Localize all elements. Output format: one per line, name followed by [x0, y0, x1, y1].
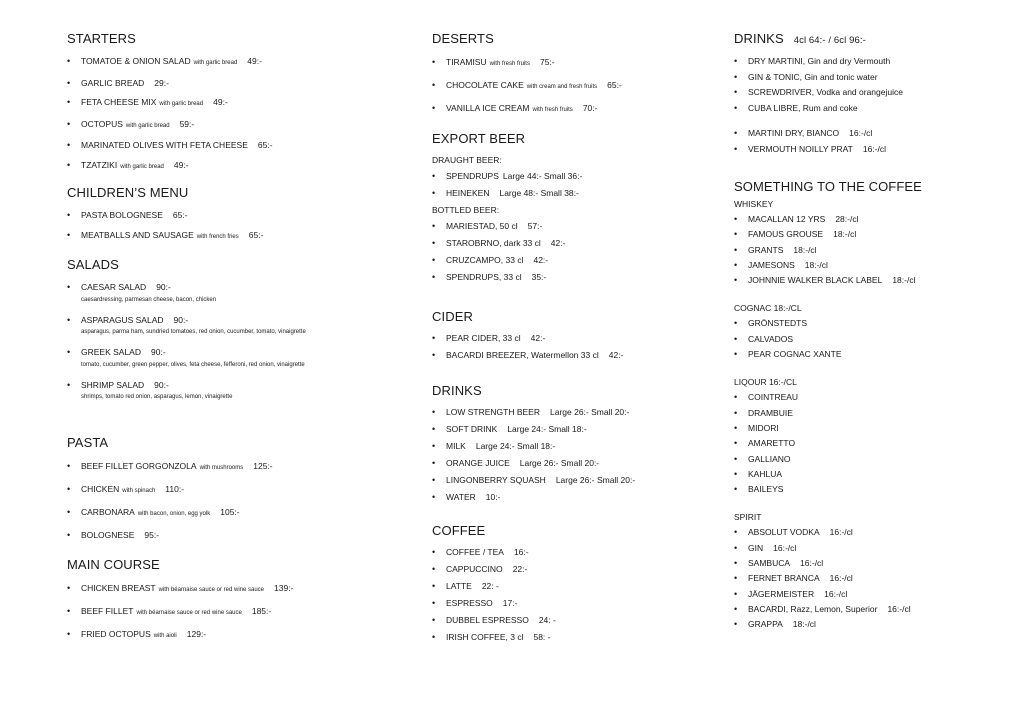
- item-list: [432, 218, 712, 286]
- menu-item: • ESPRESSO 17:-: [432, 595, 712, 612]
- item-list: [734, 390, 1014, 497]
- section-title: STARTERS: [67, 31, 136, 46]
- menu-item: • CALVADOS: [734, 332, 1014, 347]
- menu-item: • GRAPPA 18:-/cl: [734, 617, 1014, 632]
- menu-item: • CUBA LIBRE, Rum and coke: [734, 101, 1014, 117]
- menu-item: • BAILEYS: [734, 482, 1014, 497]
- menu-item: • SAMBUCA 16:-/cl: [734, 556, 1014, 571]
- menu-item: • STAROBRNO, dark 33 cl 42:-: [432, 235, 712, 252]
- item-description: tomato, cucumber, green pepper, olives, feta cheese, fefferoni, red onion, vinaigrette: [81, 361, 305, 368]
- menu-column-right: [734, 30, 1014, 633]
- item-list: [734, 126, 1014, 157]
- item-description: caesardressing, parmesan cheese, bacon, chicken: [81, 296, 217, 303]
- group-label: SPIRIT: [734, 512, 762, 523]
- menu-item: • BACARDI BREEZER, Watermellon 33 cl 42:-: [432, 347, 712, 364]
- section-cocktails: [734, 30, 1014, 178]
- section-title: CHILDREN’S MENU: [67, 185, 189, 200]
- menu-item: • MARIESTAD, 50 cl 57:-: [432, 218, 712, 235]
- menu-item: • GARLIC BREAD 29:-: [67, 74, 407, 94]
- menu-item: • ABSOLUT VODKA 16:-/cl: [734, 525, 1014, 540]
- group-label: BOTTLED BEER:: [432, 205, 500, 215]
- item-list: [734, 316, 1014, 362]
- section-childrens-menu: [67, 184, 407, 256]
- menu-item: • COINTREAU: [734, 390, 1014, 405]
- menu-item: • IRISH COFFEE, 3 cl 58: -: [432, 629, 712, 646]
- menu-item: • SPENDRUPS, 33 cl 35:-: [432, 269, 712, 286]
- menu-item: • PEAR COGNAC XANTE: [734, 347, 1014, 362]
- menu-item: • GRÖNSTEDTS: [734, 316, 1014, 331]
- section-export-beer: [432, 130, 712, 308]
- item-list: [67, 578, 407, 647]
- menu-item: • VERMOUTH NOILLY PRAT 16:-/cl: [734, 142, 1014, 158]
- menu-item: • FRIED OCTOPUS with aioli 129:-: [67, 624, 407, 647]
- menu-item: • GIN 16:-/cl: [734, 541, 1014, 556]
- section-title: SALADS: [67, 257, 119, 272]
- item-list: [67, 456, 407, 546]
- menu-column-left: [67, 30, 407, 647]
- section-title: MAIN COURSE: [67, 557, 160, 572]
- section-coffee: [432, 522, 712, 646]
- menu-item: • TOMATOE & ONION SALAD with garlic bread 49:-: [67, 52, 407, 74]
- menu-column-middle: [432, 30, 712, 646]
- item-list: [67, 52, 407, 177]
- menu-item: • SCREWDRIVER, Vodka and orangejuice: [734, 85, 1014, 101]
- item-list: [67, 206, 407, 247]
- group-label: WHISKEY: [734, 199, 774, 209]
- menu-item: • WATER 10:-: [432, 489, 712, 506]
- menu-item: • BEEF FILLET with béarnaise sauce or red wine sauce 185:-: [67, 601, 407, 624]
- menu-item: • LATTE 22: -: [432, 578, 712, 595]
- item-list: [734, 212, 1014, 288]
- menu-item: • GRANTS 18:-/cl: [734, 243, 1014, 258]
- item-description: shrimps, tomato red onion, asparagus, lemon, vinaigrette: [81, 394, 233, 400]
- section-title: DRINKS: [432, 383, 482, 398]
- item-list: [734, 54, 1014, 116]
- item-list: [432, 52, 712, 121]
- menu-item: • MACALLAN 12 YRS 28:-/cl: [734, 212, 1014, 227]
- section-title: PASTA: [67, 435, 109, 450]
- item-list: [432, 404, 712, 506]
- item-list: [432, 330, 712, 364]
- menu-item: • LINGONBERRY SQUASH Large 26:- Small 20:-: [432, 472, 712, 489]
- menu-item: • ORANGE JUICE Large 26:- Small 20:-: [432, 455, 712, 472]
- menu-item: • CHICKEN BREAST with béarnaise sauce or red wine sauce 139:-: [67, 578, 407, 601]
- menu-item: • JÄGERMEISTER 16:-/cl: [734, 587, 1014, 602]
- section-title: CIDER: [432, 309, 473, 324]
- menu-item: • GIN & TONIC, Gin and tonic water: [734, 70, 1014, 86]
- menu-item: • CHOCOLATE CAKE with cream and fresh fruits 65:-: [432, 75, 712, 98]
- section-main-course: [67, 556, 407, 647]
- section-title: COFFEE: [432, 523, 486, 538]
- section-price-note: 4cl 64:- / 6cl 96:-: [793, 35, 866, 46]
- section-title: EXPORT BEER: [432, 131, 526, 146]
- menu-item: • DUBBEL ESPRESSO 24: -: [432, 612, 712, 629]
- menu-item: • ASPARAGUS SALAD 90:- asparagus, parma ham, sundried tomatoes, red onion, cucumber, tomato, vinaigrette: [67, 311, 407, 344]
- group-label: DRAUGHT BEER:: [432, 155, 502, 165]
- menu-item: • DRY MARTINI, Gin and dry Vermouth: [734, 54, 1014, 70]
- menu-item: • BACARDI, Razz, Lemon, Superior 16:-/cl: [734, 602, 1014, 617]
- menu-item: • MARINATED OLIVES WITH FETA CHEESE 65:-: [67, 136, 407, 156]
- section-salads: [67, 256, 407, 434]
- item-list: [432, 544, 712, 646]
- menu-item: • MILK Large 24:- Small 18:-: [432, 438, 712, 455]
- item-description: asparagus, parma ham, sundried tomatoes, red onion, cucumber, tomato, vinaigrette: [81, 329, 306, 335]
- menu-item: • OCTOPUS with garlic bread 59:-: [67, 115, 407, 137]
- group-label: COGNAC 18:-/CL: [734, 303, 802, 314]
- menu-item: • MEATBALLS AND SAUSAGE with french fries 65:-: [67, 226, 407, 248]
- menu-item: • JAMESONS 18:-/cl: [734, 258, 1014, 273]
- section-title: SOMETHING TO THE COFFEE: [734, 179, 922, 194]
- menu-item: • JOHNNIE WALKER BLACK LABEL 18:-/cl: [734, 273, 1014, 288]
- menu-item: • BEEF FILLET GORGONZOLA with mushrooms 125:-: [67, 456, 407, 479]
- item-list: [67, 278, 407, 408]
- menu-item: • GREEK SALAD 90:- tomato, cucumber, green pepper, olives, feta cheese, fefferoni, red onion, vinaigrette: [67, 343, 407, 376]
- menu-item: • MARTINI DRY, BIANCO 16:-/cl: [734, 126, 1014, 142]
- menu-item: • HEINEKEN Large 48:- Small 38:-: [432, 185, 712, 202]
- item-list: [734, 525, 1014, 632]
- menu-item: • SPENDRUPS Large 44:- Small 36:-: [432, 168, 712, 185]
- menu-item: • SHRIMP SALAD 90:- shrimps, tomato red onion, asparagus, lemon, vinaigrette: [67, 376, 407, 409]
- menu-item: • PEAR CIDER, 33 cl 42:-: [432, 330, 712, 347]
- menu-item: • COFFEE / TEA 16:-: [432, 544, 712, 561]
- section-deserts: [432, 30, 712, 130]
- menu-item: • CAESAR SALAD 90:- caesardressing, parmesan cheese, bacon, chicken: [67, 278, 407, 311]
- section-title: DRINKS 4cl 64:- / 6cl 96:-: [734, 31, 866, 46]
- menu-item: • PASTA BOLOGNESE 65:-: [67, 206, 407, 226]
- section-title: DESERTS: [432, 31, 494, 46]
- menu-item: • CAPPUCCINO 22:-: [432, 561, 712, 578]
- item-list: [432, 168, 712, 202]
- menu-item: • CHICKEN with spinach 110:-: [67, 479, 407, 502]
- menu-item: • GALLIANO: [734, 452, 1014, 467]
- menu-item: • CRUZCAMPO, 33 cl 42:-: [432, 252, 712, 269]
- section-drinks: [432, 382, 712, 522]
- menu-item: • AMARETTO: [734, 436, 1014, 451]
- menu-item: • TIRAMISU with fresh fruits 75:-: [432, 52, 712, 75]
- menu-item: • KAHLUA: [734, 467, 1014, 482]
- menu-item: • LOW STRENGTH BEER Large 26:- Small 20:-: [432, 404, 712, 421]
- menu-item: • DRAMBUIE: [734, 406, 1014, 421]
- section-cider: [432, 308, 712, 382]
- menu-item: • TZATZIKI with garlic bread 49:-: [67, 156, 407, 178]
- menu-item: • BOLOGNESE 95:-: [67, 525, 407, 546]
- menu-item: • MIDORI: [734, 421, 1014, 436]
- section-starters: [67, 30, 407, 178]
- group-label: LIQOUR 16:-/CL: [734, 377, 797, 388]
- menu-item: • CARBONARA with bacon, onion, egg yolk 105:-: [67, 502, 407, 525]
- section-pasta: [67, 434, 407, 556]
- section-something-to-the-coffee: [734, 178, 1014, 633]
- menu-item: • FAMOUS GROUSE 18:-/cl: [734, 227, 1014, 242]
- menu-item: • VANILLA ICE CREAM with fresh fruits 70:-: [432, 98, 712, 121]
- menu-item: • FERNET BRANCA 16:-/cl: [734, 571, 1014, 586]
- menu-item: • FETA CHEESE MIX with garlic bread 49:-: [67, 93, 407, 115]
- menu-item: • SOFT DRINK Large 24:- Small 18:-: [432, 421, 712, 438]
